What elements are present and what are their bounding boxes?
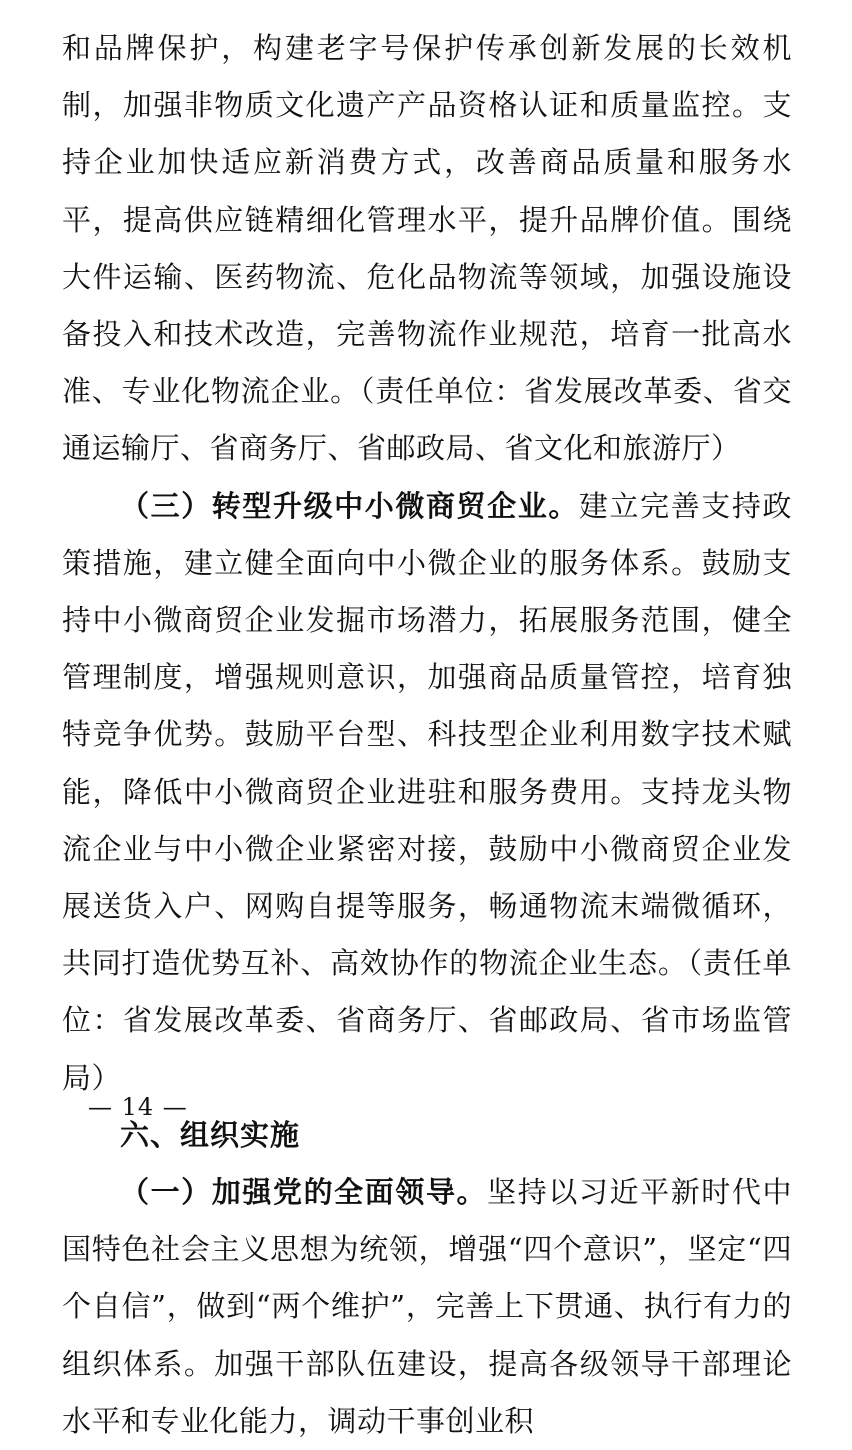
chapter-heading-6: 六、组织实施 <box>120 1117 301 1152</box>
section-6-1-body-text: 坚持以习近平新时代中国特色社会主义思想为统领，增强“四个意识”，坚定“四个自信”，做到“两个维护”，完善上下贯通、执行有力的组织体系。加强干部队伍建设，提高各级领导干部理论水平和专业化能力，调动干事创业积 <box>62 1175 792 1438</box>
section-3-body-text: 建立完善支持政策措施，建立健全面向中小微企业的服务体系。鼓励支持中小微商贸企业发掘市场潜力，拓展服务范围，健全管理制度，增强规则意识，加强商品质量管控，培育独特竞争优势。鼓励平台型、科技型企业利用数字技术赋能，降低中小微商贸企业进驻和服务费用。支持龙头物流企业与中小微企业紧密对接，鼓励中小微商贸企业发展送货入户、网购自提等服务，畅通物流末端微循环，共同打造优势互补、高效协作的物流企业生态。（责任单位：省发展改革委、省商务厅、省邮政局、省市场监管局） <box>62 488 792 1095</box>
paragraph-continued: 和品牌保护，构建老字号保护传承创新发展的长效机制，加强非物质文化遗产产品资格认证和质量监控。支持企业加快适应新消费方式，改善商品质量和服务水平，提高供应链精细化管理水平，提升品牌价值。围绕大件运输、医药物流、危化品物流等领域，加强设施设备投入和技术改造，完善物流作业规范，培育一批高水准、专业化物流企业。（责任单位：省发展改革委、省交通运输厅、省商务厅、省邮政局、省文化和旅游厅） <box>62 31 792 466</box>
section-6-1-lead-heading: （一）加强党的全面领导。 <box>120 1175 488 1210</box>
page-number: — 14 — <box>88 1093 188 1121</box>
section-3-lead-heading: （三）转型升级中小微商贸企业。 <box>120 488 579 523</box>
paragraph-section-3 <box>62 478 792 1107</box>
paragraph-section-6-1 <box>62 1164 792 1450</box>
document-body <box>62 20 792 1450</box>
